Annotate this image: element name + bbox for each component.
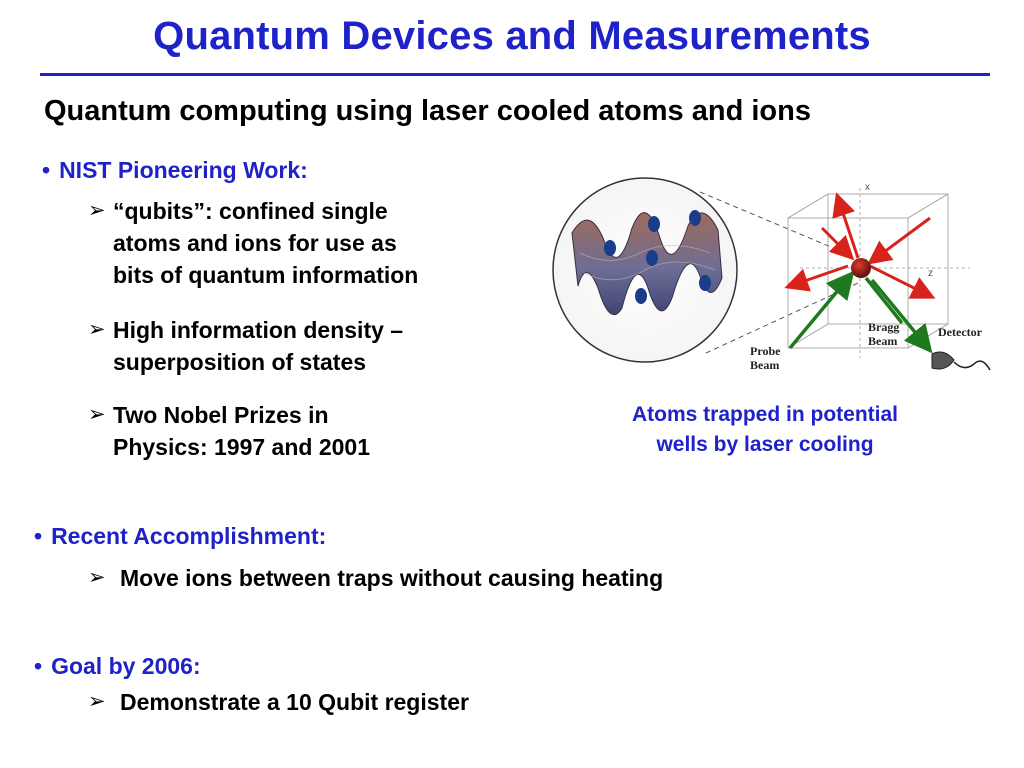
trapped-ion bbox=[851, 258, 871, 278]
list-item-line: bits of quantum information bbox=[113, 262, 419, 288]
bragg-beam-label: Beam bbox=[868, 334, 898, 348]
list-item-line: Move ions between traps without causing heating bbox=[120, 565, 664, 591]
detector-label: Detector bbox=[938, 325, 982, 339]
probe-beams bbox=[790, 276, 928, 348]
potential-well-inset bbox=[553, 178, 737, 362]
arrow-bullet-icon: ➢ bbox=[88, 566, 106, 589]
atom-dot bbox=[604, 240, 616, 256]
caption-line: Atoms trapped in potential bbox=[631, 403, 898, 426]
list-item-line: Two Nobel Prizes in bbox=[113, 402, 329, 428]
atom-dot bbox=[648, 216, 660, 232]
list-item-line: High information density – bbox=[113, 317, 404, 343]
list-item-line: atoms and ions for use as bbox=[113, 230, 397, 256]
section-heading-nist bbox=[42, 157, 308, 184]
figure-caption bbox=[585, 400, 945, 460]
list-item bbox=[88, 314, 403, 378]
bullet-dot: • bbox=[42, 157, 51, 183]
axis-x-label: x bbox=[865, 182, 870, 193]
list-item bbox=[88, 686, 469, 718]
arrow-bullet-icon: ➢ bbox=[88, 318, 106, 341]
list-item-line: Physics: 1997 and 2001 bbox=[113, 434, 370, 460]
list-item bbox=[88, 562, 663, 594]
atom-dot bbox=[635, 288, 647, 304]
arrow-bullet-icon: ➢ bbox=[88, 199, 106, 222]
atom-dot bbox=[689, 210, 701, 226]
probe-beam-label: Probe bbox=[750, 344, 781, 358]
section-heading-recent bbox=[34, 523, 326, 550]
bragg-beam-label: Bragg bbox=[868, 320, 900, 334]
arrow-bullet-icon: ➢ bbox=[88, 403, 106, 426]
bullet-dot: • bbox=[34, 523, 43, 549]
atom-dot bbox=[646, 250, 658, 266]
list-item bbox=[88, 399, 370, 463]
title-divider bbox=[40, 73, 990, 76]
probe-beam-label: Beam bbox=[750, 358, 780, 372]
section-heading-goal bbox=[34, 653, 201, 680]
bullet-dot: • bbox=[34, 653, 43, 679]
arrow-bullet-icon: ➢ bbox=[88, 690, 106, 713]
list-item-line: superposition of states bbox=[113, 349, 367, 375]
list-item-line: “qubits”: confined single bbox=[113, 198, 388, 224]
axis-z-label: z bbox=[928, 268, 933, 279]
caption-line: wells by laser cooling bbox=[656, 433, 874, 456]
slide-subtitle: Quantum computing using laser cooled atoms and ions bbox=[44, 95, 811, 127]
list-item bbox=[88, 195, 418, 291]
section-heading-label: Goal by 2006: bbox=[51, 653, 201, 679]
slide-title: Quantum Devices and Measurements bbox=[153, 14, 871, 58]
section-heading-label: Recent Accomplishment: bbox=[51, 523, 327, 549]
section-heading-label: NIST Pioneering Work: bbox=[59, 157, 308, 183]
atom-dot bbox=[699, 275, 711, 291]
list-item-line: Demonstrate a 10 Qubit register bbox=[120, 689, 469, 715]
detector-icon bbox=[932, 352, 990, 370]
laser-cooling-figure bbox=[550, 158, 1005, 390]
